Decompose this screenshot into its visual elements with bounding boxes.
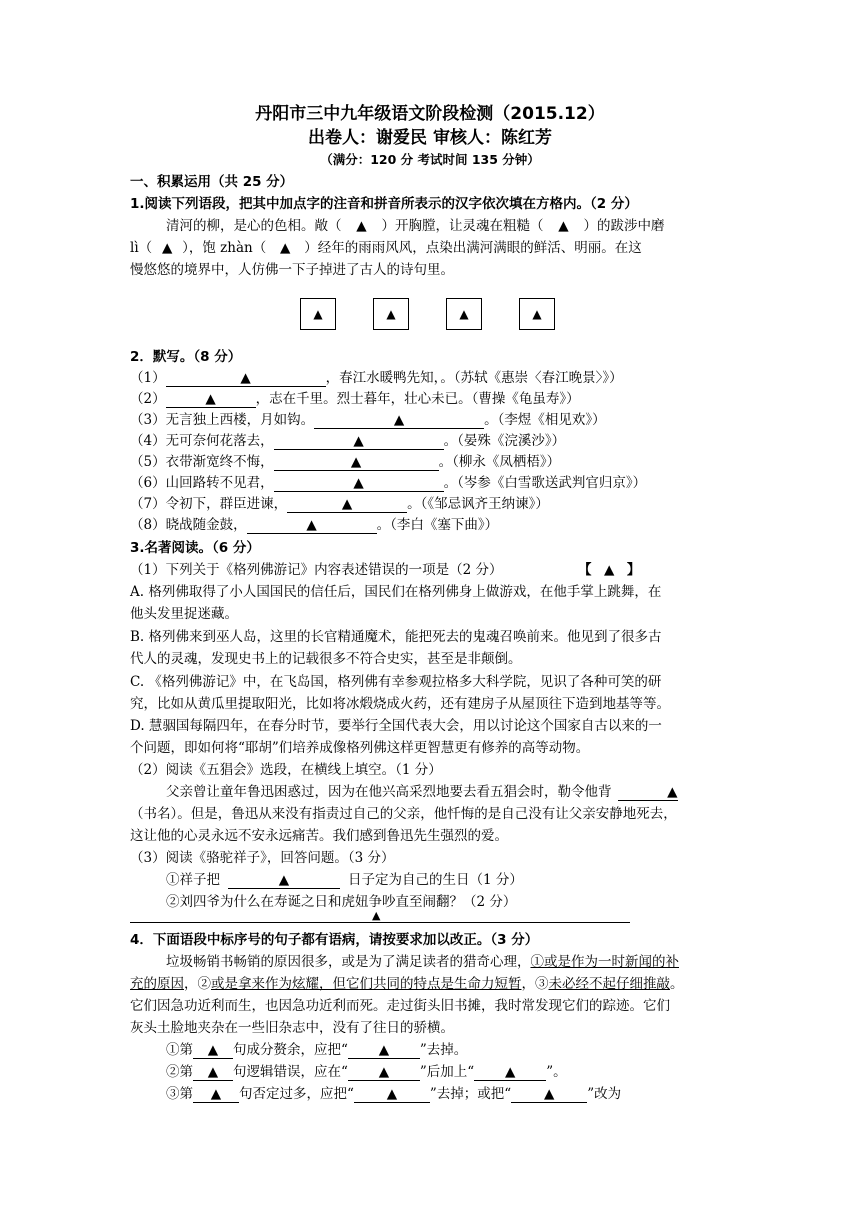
q4-marker-2: ，②	[184, 976, 211, 992]
q2-item-text: 衣带渐宽终不悔，	[165, 454, 274, 470]
q3-part3: （3）阅读《骆驼祥子》，回答问题。（3 分）	[130, 850, 395, 866]
q2-item-source: 。（岑参《白雪歌送武判官归京》）	[443, 475, 647, 491]
q2-blank-5[interactable]: ▲	[274, 454, 439, 471]
q2-blank-4[interactable]: ▲	[274, 433, 444, 450]
q4-revision-1	[166, 1040, 467, 1060]
section1-heading: 一、积累运用（共 25 分）	[130, 174, 294, 190]
q1-line1-a: 清河的柳，是心的色相。敞（	[166, 218, 342, 234]
q2-item-source: ，志在千里。烈士暮年，壮心未已。（曹操《龟虽寿》）	[255, 391, 580, 407]
q2-blank-7[interactable]: ▲	[287, 496, 407, 513]
q2-item-source: 。（李煜《相见欢》）	[484, 412, 606, 428]
q4-r3-text4: ”改为	[587, 1086, 622, 1102]
q3-part2: （2）阅读《五猖会》选段，在横线上填空。（1 分）	[130, 762, 442, 778]
q2-item-2	[130, 389, 580, 409]
q3-part1	[130, 560, 502, 580]
answer-box-3[interactable]: ▲	[446, 298, 482, 330]
q4-r2-text: ②第	[166, 1064, 193, 1080]
q3-part3-b: ②刘四爷为什么在寿诞之日和虎妞争吵直至闹翻？（2 分）	[166, 894, 517, 910]
q4-prompt: 4．下面语段中标序号的句子都有语病，请按要求加以改正。（3 分）	[130, 932, 539, 948]
q1-line3: 慢悠悠的境界中，人仿佛一下子掉进了古人的诗句里。	[130, 262, 454, 278]
q1-prompt: 1.阅读下列语段，把其中加点字的注音和拼音所表示的汉字依次填在方格内。（2 分）	[130, 196, 638, 212]
q2-item-source: ，春江水暖鸭先知，。（苏轼《惠崇〈春江晚景〉》）	[325, 370, 623, 386]
q4-r2-blank-number[interactable]: ▲	[193, 1064, 233, 1081]
q1-line1-c: ）的跋涉中磨	[583, 218, 665, 234]
q4-r2-text2: 句逻辑错误，应在“	[233, 1064, 348, 1080]
q3-part3-a	[166, 870, 523, 890]
q4-line2	[130, 974, 684, 994]
q2-blank-3[interactable]: ▲	[314, 412, 484, 429]
q2-item-number: （8）	[130, 517, 166, 533]
q3-book-blank[interactable]: ▲	[618, 784, 678, 801]
q3-option-d-cont: 个问题，即如何将“耶胡”们培养成像格列佛这样更智慧更有修养的高等动物。	[130, 740, 590, 756]
q1-line2-a: lì（	[130, 240, 153, 256]
q2-item-number: （7）	[130, 496, 166, 512]
q4-r2-text3: ”后加上“	[419, 1064, 475, 1080]
q2-blank-8[interactable]: ▲	[247, 517, 377, 534]
q3-answer-bracket	[578, 560, 640, 580]
q2-blank-2[interactable]: ▲	[166, 391, 256, 408]
q2-item-source: 。（晏殊《浣溪沙》）	[443, 433, 566, 449]
q3-part1-text: （1）下列关于《格列佛游记》内容表述错误的一项是（2 分）	[130, 562, 503, 578]
q4-sentence-1-cont: 充的原因	[130, 976, 184, 992]
q3-option-c-cont: 究，比如从黄瓜里提取阳光，比如将冰煅烧成火药，还有建房子从屋顶往下造到地基等等。	[130, 696, 670, 712]
q3-part3-a-text2: 日子定为自己的生日（1 分）	[348, 872, 523, 888]
q1-line2-c: ）经年的雨雨风风，点染出满河满眼的鲜活、明丽。在这	[304, 240, 642, 256]
q4-r1-blank-phrase[interactable]: ▲	[348, 1042, 420, 1059]
q3-option-b-cont: 代人的灵魂，发现史书上的记载很多不符合史实，甚至是非颠倒。	[130, 651, 522, 667]
q3-part2-text: 父亲曾让童年鲁迅困惑过，因为在他兴高采烈地要去看五猖会时，勒令他背	[166, 784, 612, 800]
q2-item-source: 。（柳永《凤栖梧》）	[438, 454, 561, 470]
q4-line4: 灰头土脸地夹杂在一些旧杂志中，没有了往日的骄横。	[130, 1020, 454, 1036]
q4-line1	[166, 952, 679, 972]
q4-revision-3	[166, 1084, 621, 1104]
q3-part3-a-text: ①祥子把	[166, 872, 220, 888]
q4-marker-3: ，③	[521, 976, 549, 992]
q3-birthday-blank[interactable]: ▲	[228, 872, 340, 889]
q2-item-number: （2）	[130, 391, 166, 407]
q1-mark-3[interactable]: ▲	[161, 240, 173, 256]
q4-r3-text3: ”去掉；或把“	[429, 1086, 512, 1102]
q2-prompt: 2．默写。（8 分）	[130, 349, 242, 365]
q2-item-7	[130, 494, 549, 514]
q2-item-number: （5）	[130, 454, 166, 470]
answer-box-4[interactable]: ▲	[519, 298, 555, 330]
q2-item-text: 晓战随金鼓，	[165, 517, 247, 533]
q1-line1	[166, 216, 665, 236]
q1-line2-b: ），饱 zhàn（	[182, 240, 267, 256]
q4-r1-text2: 句成分赘余，应把“	[233, 1042, 348, 1058]
q3-answer-mark-2: ▲	[372, 909, 381, 922]
q2-item-1	[130, 368, 623, 388]
q4-r2-blank-add[interactable]: ▲	[474, 1064, 546, 1081]
q2-item-text: 令初下，群臣进谏，	[165, 496, 288, 512]
q2-item-6	[130, 473, 646, 493]
q2-item-3	[130, 410, 606, 430]
q4-r3-text: ③第	[166, 1086, 193, 1102]
answer-box-2[interactable]: ▲	[373, 298, 409, 330]
q2-item-number: （6）	[130, 475, 166, 491]
q2-item-text: 无言独上西楼，月如钩。	[165, 412, 315, 428]
q4-sentence-2: 或是拿来作为炫耀，但它们共同的特点是生命力短暂	[211, 976, 522, 992]
q4-r1-blank-number[interactable]: ▲	[193, 1042, 233, 1059]
exam-info: （满分：120 分 考试时间 135 分钟）	[320, 152, 540, 167]
q3-option-b: B. 格列佛来到巫人岛，这里的长官精通魔术，能把死去的鬼魂召唤前来。他见到了很多古	[130, 629, 662, 645]
q2-blank-1[interactable]: ▲	[166, 370, 326, 387]
q4-r1-text: ①第	[166, 1042, 193, 1058]
q4-r3-text2: 句否定过多，应把“	[239, 1086, 354, 1102]
q2-item-number: （4）	[130, 433, 166, 449]
q4-r2-blank-after[interactable]: ▲	[348, 1064, 420, 1081]
q1-mark-4[interactable]: ▲	[280, 240, 291, 256]
q4-line3: 它们因急功近利而生，也因急功近利而死。走过街头旧书摊，我时常发现它们的踪迹。它们	[130, 998, 670, 1014]
q4-sentence-3: 未必经不起仔细推敲	[548, 976, 670, 992]
q4-r3-blank-number[interactable]: ▲	[193, 1086, 239, 1103]
q3-part2-line2: （书名）。但是，鲁迅从来没有指责过自己的父亲，他忏悔的是自己没有让父亲安静地死去，	[130, 806, 677, 822]
bracket-right: 】	[626, 562, 641, 578]
q3-answer-mark[interactable]: ▲	[604, 562, 615, 578]
q2-item-number: （1）	[130, 370, 166, 386]
exam-authors: 出卷人：谢爱民 审核人：陈红芳	[308, 128, 552, 148]
q2-item-number: （3）	[130, 412, 166, 428]
q2-item-source: 。（李白《塞下曲》）	[376, 517, 499, 533]
q4-text: 垃圾畅销书畅销的原因很多，或是为了满足读者的猎奇心理，	[166, 954, 531, 970]
q1-mark-2[interactable]: ▲	[558, 218, 569, 234]
q2-blank-6[interactable]: ▲	[274, 475, 444, 492]
exam-title: 丹阳市三中九年级语文阶段检测（2015.12）	[255, 104, 605, 124]
q1-line2	[130, 238, 642, 258]
q3-part2-line1	[166, 782, 678, 802]
q2-item-4	[130, 431, 565, 451]
q3-part2-line3: 这让他的心灵永远不安永远痛苦。我们感到鲁迅先生强烈的爱。	[130, 828, 508, 844]
q2-item-5	[130, 452, 560, 472]
q2-item-text: 无可奈何花落去，	[165, 433, 274, 449]
q4-r3-blank-remove[interactable]: ▲	[354, 1086, 430, 1103]
q4-sentence-1: ①或是作为一时新闻的补	[530, 954, 679, 970]
q3-option-d: D. 慧骃国每隔四年，在春分时节，要举行全国代表大会，用以讨论这个国家自古以来的一	[130, 718, 662, 734]
q2-item-text: 山回路转不见君，	[165, 475, 274, 491]
q1-mark-1[interactable]: ▲	[356, 218, 367, 234]
q3-prompt: 3.名著阅读。（6 分）	[130, 540, 260, 556]
q4-r3-blank-change[interactable]: ▲	[511, 1086, 587, 1103]
answer-box-1[interactable]: ▲	[300, 298, 336, 330]
q2-item-source: 。（《邹忌讽齐王纳谏》）	[407, 496, 549, 512]
q3-option-c: C. 《格列佛游记》中，在飞岛国，格列佛有幸参观拉格多大科学院，见识了各种可笑的研	[130, 674, 662, 690]
q3-option-a-cont: 他头发里捉迷藏。	[130, 606, 238, 622]
q3-option-a: A. 格列佛取得了小人国国民的信任后，国民们在格列佛身上做游戏，在他手掌上跳舞，在	[130, 584, 662, 600]
q4-r2-text4: ”。	[546, 1064, 567, 1080]
q4-r1-text3: ”去掉。	[419, 1042, 468, 1058]
q4-revision-2	[166, 1062, 567, 1082]
q1-line1-b: ）开胸膛，让灵魂在粗糙（	[381, 218, 544, 234]
bracket-left: 【	[578, 562, 592, 578]
q4-period: 。	[670, 976, 684, 992]
q2-item-8	[130, 515, 498, 535]
